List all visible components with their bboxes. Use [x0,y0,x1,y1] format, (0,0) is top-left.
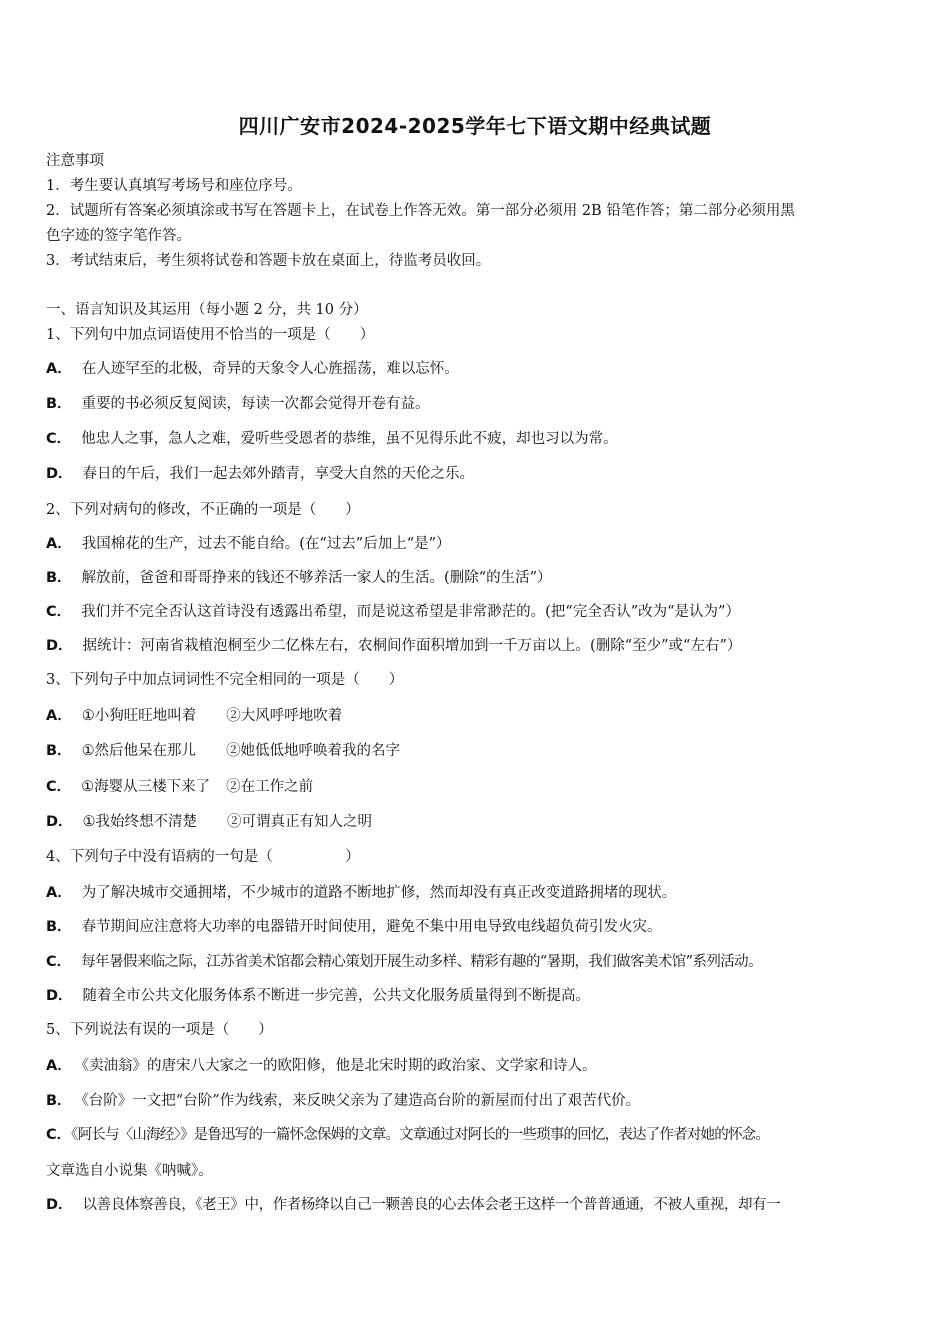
option-text: 每年暑假来临之际，江苏省美术馆都会精心策划开展生动多样、精彩有趣的“暑期，我们做客美术馆”系列活动。 [81,954,762,970]
option-part-a: ①然后他呆在那儿 [81,743,197,759]
option-part-b: ②她低低地呼唤着我的名字 [226,743,401,759]
question-stem: 4、下列句子中没有语病的一句是（ ） [46,849,360,865]
option-row [46,428,906,450]
option-letter: D． [46,988,73,1004]
question-stem: 1、下列句中加点词语使用不恰当的一项是（ ） [46,327,375,343]
option-part-a: ①海婴从三楼下来了 [81,779,211,795]
notice-item: 1．考生要认真填写考场号和座位序号。 [46,178,302,194]
option-letter: B． [46,1093,72,1109]
option-letter: B． [46,743,72,759]
notice-item: 3．考试结束后，考生须将试卷和答题卡放在桌面上，待监考员收回。 [46,253,491,269]
option-row [46,1194,906,1216]
option-letter: B． [46,919,72,935]
notice-heading: 注意事项 [46,153,104,169]
option-letter: A． [46,361,72,377]
option-row [46,811,906,833]
question-stem: 2、下列对病句的修改，不正确的一项是（ ） [46,502,360,518]
option-text: 我们并不完全否认这首诗没有透露出希望，而是说这希望是非常渺茫的。(把“完全否认”改为“是认为”） [81,604,740,620]
section-heading: 一、语言知识及其运用（每小题 2 分，共 10 分） [46,302,368,318]
option-row [46,705,906,727]
option-letter: A． [46,885,72,901]
option-row [46,601,906,623]
option-row [46,463,906,485]
option-row [46,776,906,798]
option-letter: D． [46,814,73,830]
option-text: 以善良体察善良，《老王》中，作者杨绛以自己一颗善良的心去体会老王这样一个普普通通，不被人重视，却有一 [82,1197,781,1213]
option-text: 春日的午后，我们一起去郊外踏青，享受大自然的天伦之乐。 [82,466,475,482]
option-letter: C． [46,604,72,620]
option-letter: D． [46,466,73,482]
option-letter: D． [46,638,73,654]
option-row [46,740,906,762]
question-stem: 5、下列说法有误的一项是（ ） [46,1022,273,1038]
page-title: 四川广安市2024-2025学年七下语文期中经典试题 [238,114,712,138]
option-text: 《台阶》一文把“台阶”作为线索，来反映父亲为了建造高台阶的新屋而付出了艰苦代价。 [81,1093,641,1109]
option-text: 我国棉花的生产，过去不能自给。(在“过去”后加上“是”） [81,536,451,552]
option-row [46,882,906,904]
option-text: 他忠人之事，急人之难，爱听些受恩者的恭维，虽不见得乐此不疲，却也习以为常。 [81,431,618,447]
option-part-b: ②可谓真正有知人之明 [227,814,373,830]
option-text: 《卖油翁》的唐宋八大家之一的欧阳修，他是北宋时期的政治家、文学家和诗人。 [81,1058,597,1074]
option-letter: A． [46,1058,72,1074]
option-row [46,358,906,380]
option-row [46,1055,906,1077]
option-letter: B． [46,396,72,412]
option-continuation: 文章选自小说集《呐喊》。 [46,1163,213,1179]
option-part-b: ②大风呼呼地吹着 [226,708,343,724]
option-text: 据统计：河南省栽植泡桐至少二亿株左右，农桐间作面积增加到一千万亩以上。(删除“至少”或“左右”） [82,638,742,654]
option-text: 《阿长与〈山海经〉》是鲁迅写的一篇怀念保姆的文章。文章通过对阿长的一些琐事的回忆，表达了作者对她的怀念。 [71,1127,770,1143]
option-letter: D． [46,1197,73,1213]
option-letter: B． [46,570,72,586]
option-part-a: ①我始终想不清楚 [82,814,198,830]
question-stem: 3、下列句子中加点词词性不完全相同的一项是（ ） [46,672,404,688]
option-part-a: ①小狗旺旺地叫着 [81,708,197,724]
option-row [46,533,906,555]
option-row [46,1124,906,1146]
option-text: 为了解决城市交通拥堵，不少城市的道路不断地扩修，然而却没有真正改变道路拥堵的现状。 [81,885,677,901]
option-text: 在人迹罕至的北极，奇异的天象令人心旌摇荡，难以忘怀。 [81,361,459,377]
option-row [46,393,906,415]
notice-item: 色字迹的签字笔作答。 [46,228,191,244]
option-letter: C． [46,431,72,447]
option-row [46,916,906,938]
option-row [46,951,906,973]
option-row [46,985,906,1007]
option-letter: C． [46,779,72,795]
option-letter: A． [46,708,72,724]
option-text: 春节期间应注意将大功率的电器错开时间使用，避免不集中用电导致电线超负荷引发火灾。 [81,919,662,935]
option-text: 重要的书必须反复阅读，每读一次都会觉得开卷有益。 [81,396,430,412]
option-row [46,635,906,657]
option-text: 解放前，爸爸和哥哥挣来的钱还不够养活一家人的生活。(删除“的生活”） [81,570,552,586]
option-letter: A． [46,536,72,552]
option-letter: C． [46,1127,72,1143]
option-letter: C． [46,954,72,970]
notice-item: 2．试题所有答案必须填涂或书写在答题卡上，在试卷上作答无效。第一部分必须用 2B 铅笔作答；第二部分必须用黑 [46,203,795,219]
option-row [46,1090,906,1112]
option-part-b: ②在工作之前 [226,779,314,795]
option-text: 随着全市公共文化服务体系不断进一步完善，公共文化服务质量得到不断提高。 [82,988,591,1004]
option-row [46,567,906,589]
